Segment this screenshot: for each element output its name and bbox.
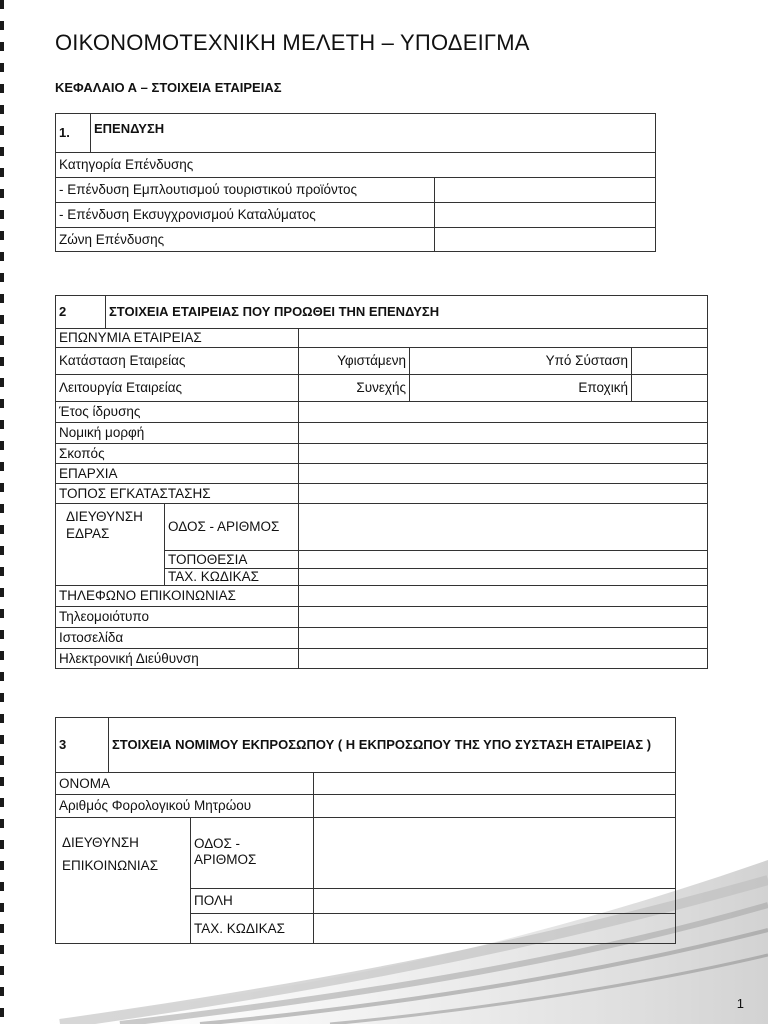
investment-header-row (56, 114, 656, 153)
rep-street-line2: ΑΡΙΘΜΟΣ (194, 851, 257, 867)
company-name-field[interactable] (299, 329, 708, 348)
status-under-formation-field[interactable] (632, 348, 708, 375)
tax-id-field[interactable] (314, 795, 676, 818)
province-label: ΕΠΑΡΧΙΑ (56, 464, 299, 484)
chapter-heading: ΚΕΦΑΛΑΙΟ Α – ΣΤΟΙΧΕΙΑ ΕΤΑΙΡΕΙΑΣ (55, 80, 282, 95)
rep-street-label (191, 818, 314, 889)
table-row (56, 649, 708, 669)
area-field[interactable] (299, 551, 708, 569)
rep-street-line1: ΟΔΟΣ - (194, 836, 241, 851)
table-row (56, 795, 676, 818)
table-row (56, 203, 656, 228)
email-field[interactable] (299, 649, 708, 669)
legal-form-label: Νομική μορφή (56, 423, 299, 444)
investment-modernization-label: - Επένδυση Εκσυγχρονισμού Καταλύματος (56, 203, 435, 228)
company-name-label: ΕΠΩΝΥΜΙΑ ΕΤΑΙΡΕΙΑΣ (56, 329, 299, 348)
representative-header-row (56, 718, 676, 773)
table-row (56, 773, 676, 795)
table-row (56, 153, 656, 178)
table-row (56, 504, 708, 551)
investment-enrichment-field[interactable] (435, 178, 656, 203)
table-row (56, 628, 708, 649)
table-row (56, 402, 708, 423)
tax-id-label: Αριθμός Φορολογικού Μητρώου (56, 795, 314, 818)
section-number: 1. (56, 114, 91, 153)
email-label: Ηλεκτρονική Διεύθυνση (56, 649, 299, 669)
investment-zone-label: Ζώνη Επένδυσης (56, 228, 435, 252)
contact-address-line2: ΕΠΙΚΟΙΝΩΝΙΑΣ (62, 857, 159, 873)
table-row (56, 818, 676, 889)
purpose-field[interactable] (299, 444, 708, 464)
fax-field[interactable] (299, 607, 708, 628)
installation-location-label: ΤΟΠΟΣ ΕΓΚΑΤΑΣΤΑΣΗΣ (56, 484, 299, 504)
section-title: ΕΠΕΝΔΥΣΗ (91, 114, 656, 153)
investment-modernization-field[interactable] (435, 203, 656, 228)
table-row (56, 444, 708, 464)
document-title: ΟΙΚΟΝΟΜΟΤΕΧΝΙΚΗ ΜΕΛΕΤΗ – ΥΠΟΔΕΙΓΜΑ (55, 30, 530, 55)
area-label: ΤΟΠΟΘΕΣΙΑ (165, 551, 299, 569)
contact-address-line1: ΔΙΕΥΘΥΝΣΗ (62, 835, 139, 850)
street-number-label: ΟΔΟΣ - ΑΡΙΘΜΟΣ (165, 504, 299, 551)
table-row (56, 586, 708, 607)
investment-category-label: Κατηγορία Επένδυσης (56, 153, 656, 178)
operation-seasonal-field[interactable] (632, 375, 708, 402)
table-row (56, 178, 656, 203)
status-existing-label: Υφιστάμενη (299, 348, 410, 375)
operation-seasonal-label: Εποχική (410, 375, 632, 402)
city-label: ΠΟΛΗ (191, 889, 314, 914)
investment-table (55, 113, 656, 252)
representative-name-field[interactable] (314, 773, 676, 795)
company-operation-label: Λειτουργία Εταιρείας (56, 375, 299, 402)
installation-location-field[interactable] (299, 484, 708, 504)
phone-field[interactable] (299, 586, 708, 607)
table-row (56, 484, 708, 504)
hq-postal-code-field[interactable] (299, 569, 708, 586)
investment-enrichment-label: - Επένδυση Εμπλουτισμού τουριστικού προϊόντος (56, 178, 435, 203)
province-field[interactable] (299, 464, 708, 484)
hq-postal-code-label: ΤΑΧ. ΚΩΔΙΚΑΣ (165, 569, 299, 586)
section-number: 2 (56, 296, 106, 329)
table-row (56, 464, 708, 484)
rep-postal-code-field[interactable] (314, 914, 676, 944)
website-field[interactable] (299, 628, 708, 649)
section-number: 3 (56, 718, 109, 773)
section-title: ΣΤΟΙΧΕΙΑ ΝΟΜΙΜΟΥ ΕΚΠΡΟΣΩΠΟΥ ( Η ΕΚΠΡΟΣΩΠΟΥ ΤΗΣ ΥΠΟ ΣΥΣΤΑΣΗ ΕΤΑΙΡΕΙΑΣ ) (109, 718, 676, 773)
fax-label: Τηλεομοιότυπο (56, 607, 299, 628)
page-number: 1 (736, 996, 744, 1011)
headquarters-address-line1: ΔΙΕΥΘΥΝΣΗ (66, 509, 143, 524)
rep-postal-code-label: ΤΑΧ. ΚΩΔΙΚΑΣ (191, 914, 314, 944)
contact-address-label (56, 818, 191, 944)
purpose-label: Σκοπός (56, 444, 299, 464)
headquarters-address-line2: ΕΔΡΑΣ (66, 525, 110, 541)
company-header-row (56, 296, 708, 329)
section-title: ΣΤΟΙΧΕΙΑ ΕΤΑΙΡΕΙΑΣ ΠΟΥ ΠΡΟΩΘΕΙ ΤΗΝ ΕΠΕΝΔΥΣΗ (106, 296, 708, 329)
company-details-table (55, 295, 708, 669)
city-field[interactable] (314, 889, 676, 914)
status-under-formation-label: Υπό Σύσταση (410, 348, 632, 375)
company-status-label: Κατάσταση Εταιρείας (56, 348, 299, 375)
headquarters-address-label (56, 504, 165, 586)
street-number-field[interactable] (299, 504, 708, 551)
table-row (56, 423, 708, 444)
binding-edge-marks (0, 0, 4, 1024)
rep-street-field[interactable] (314, 818, 676, 889)
table-row (56, 607, 708, 628)
table-row (56, 348, 708, 375)
year-founded-field[interactable] (299, 402, 708, 423)
phone-label: ΤΗΛΕΦΩΝΟ ΕΠΙΚΟΙΝΩΝΙΑΣ (56, 586, 299, 607)
legal-form-field[interactable] (299, 423, 708, 444)
investment-zone-field[interactable] (435, 228, 656, 252)
website-label: Ιστοσελίδα (56, 628, 299, 649)
legal-representative-table (55, 717, 676, 944)
representative-name-label: ΟΝΟΜΑ (56, 773, 314, 795)
table-row (56, 228, 656, 252)
table-row (56, 375, 708, 402)
table-row (56, 329, 708, 348)
year-founded-label: Έτος ίδρυσης (56, 402, 299, 423)
operation-continuous-label: Συνεχής (299, 375, 410, 402)
